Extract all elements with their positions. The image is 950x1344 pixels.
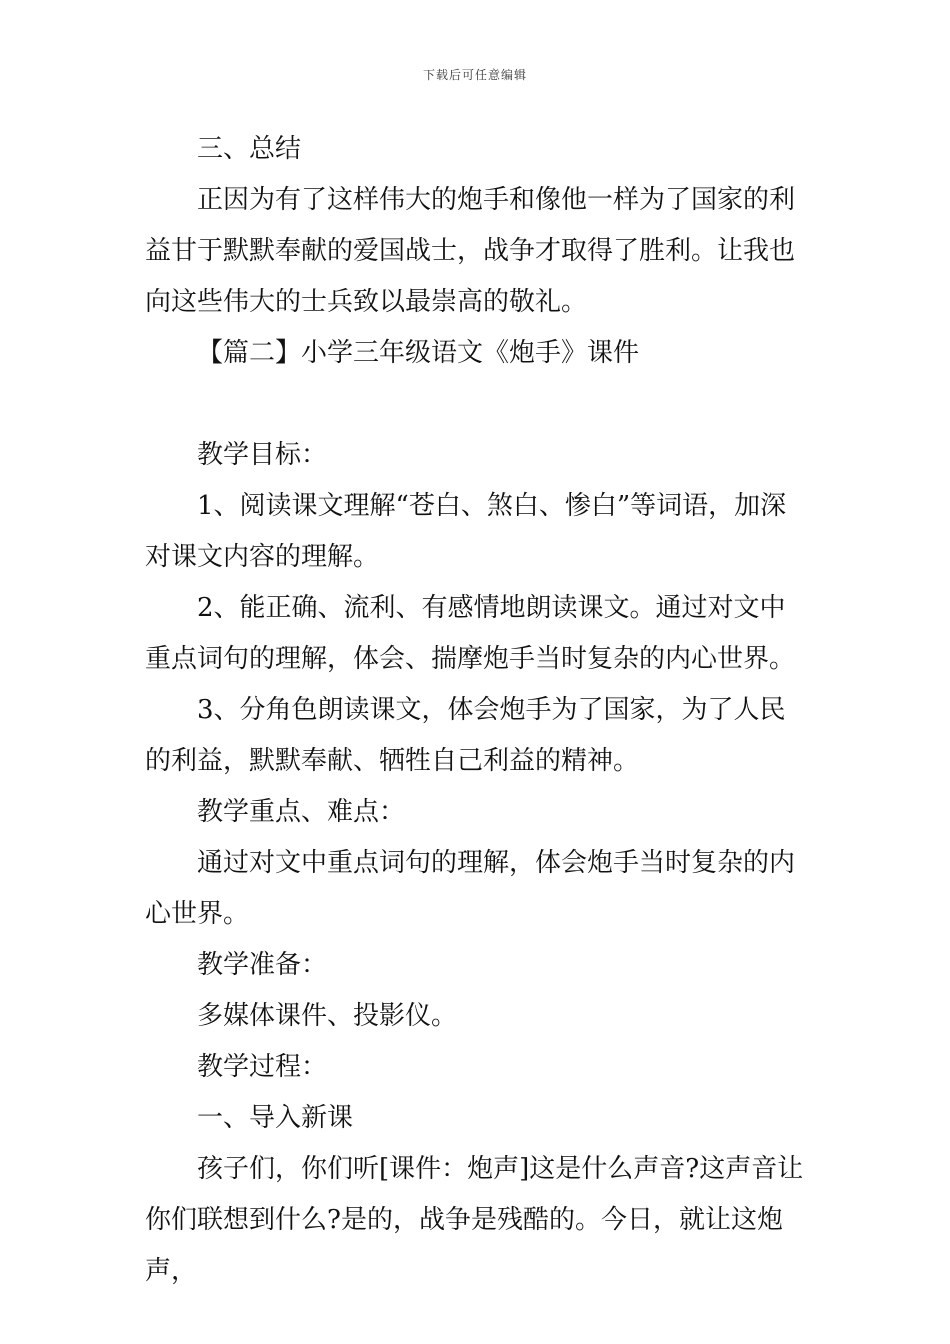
objective-item: 2、能正确、流利、有感情地朗读课文。通过对文中重点词句的理解，体会、揣摩炮手当时复杂的内心世界。 [145, 593, 796, 674]
objective-item: 3、分角色朗读课文，体会炮手为了国家，为了人民的利益，默默奉献、牺牲自己利益的精神。 [145, 695, 786, 776]
paragraph: 通过对文中重点词句的理解，体会炮手当时复杂的内心世界。 [145, 848, 796, 929]
section-heading-summary: 三、总结 [197, 134, 302, 164]
paragraph: 孩子们，你们听[课件：炮声]这是什么声音?这声音让你们联想到什么?是的，战争是残酷的。今日，就让这炮声， [145, 1154, 804, 1286]
blank-line [145, 379, 809, 430]
paragraph: 多媒体课件、投影仪。 [197, 1001, 458, 1031]
section-heading-objectives: 教学目标： [197, 440, 328, 470]
document-body [145, 124, 809, 1297]
section-heading-key-points: 教学重点、难点： [197, 797, 406, 827]
subsection-heading: 一、导入新课 [197, 1103, 354, 1133]
paragraph: 正因为有了这样伟大的炮手和像他一样为了国家的利益甘于默默奉献的爱国战士，战争才取得了胜利。让我也向这些伟大的士兵致以最崇高的敬礼。 [145, 185, 796, 317]
section-heading-preparation: 教学准备： [197, 950, 328, 980]
section-heading-process: 教学过程： [197, 1052, 328, 1082]
article-title: 【篇二】小学三年级语文《炮手》课件 [197, 338, 640, 368]
page-header: 下载后可任意编辑 [422, 68, 527, 82]
objective-item: 1、阅读课文理解“苍白、煞白、惨白”等词语，加深对课文内容的理解。 [145, 491, 787, 572]
